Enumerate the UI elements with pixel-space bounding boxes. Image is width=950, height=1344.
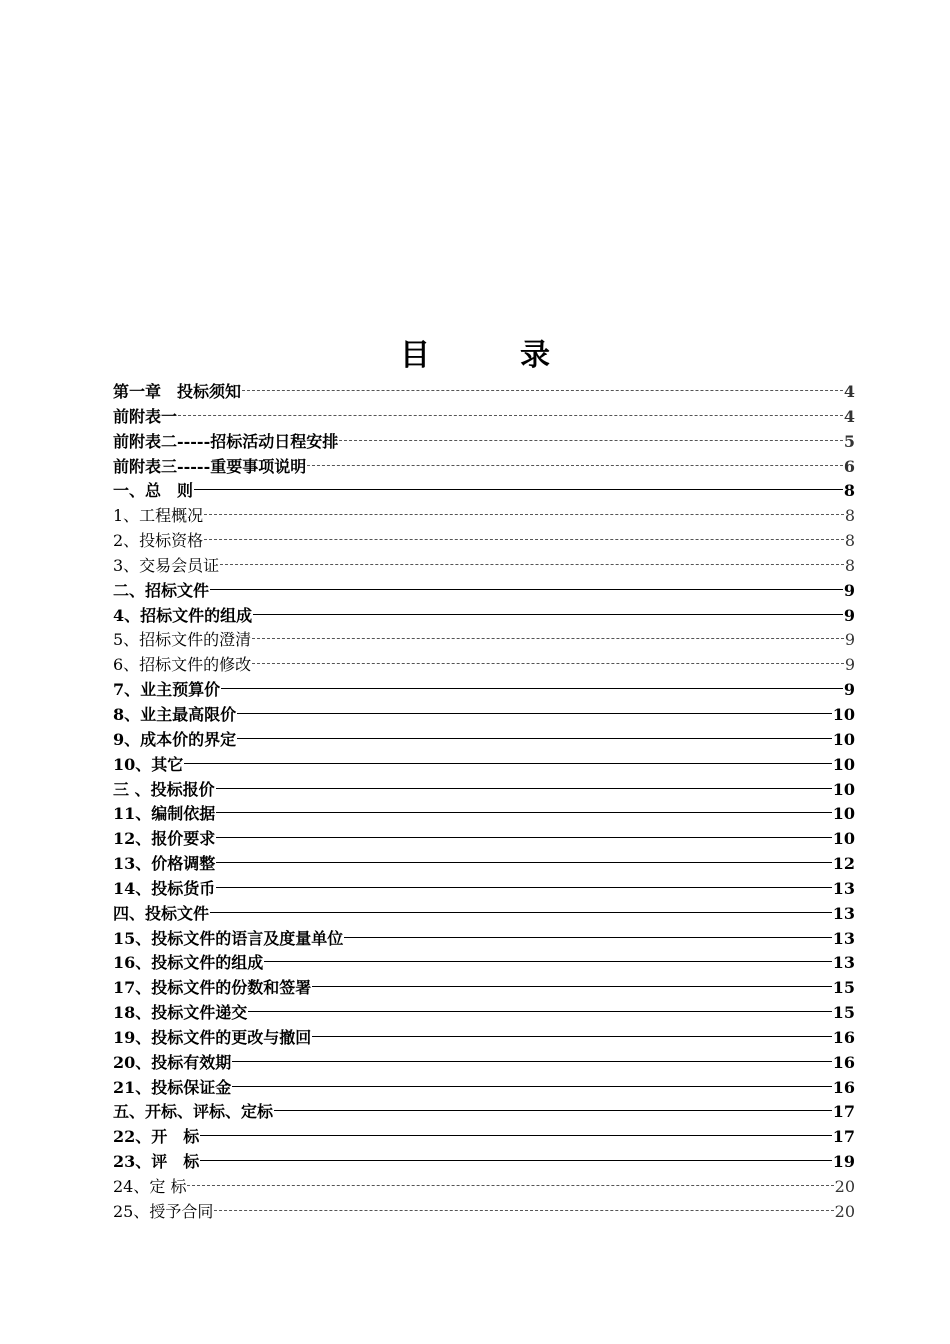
toc-entry[interactable] [113, 479, 855, 504]
toc-entry-label: 五、开标、评标、定标 [113, 1102, 274, 1122]
toc-leader-line [344, 937, 831, 938]
toc-entry-page-number: 9 [843, 680, 855, 700]
toc-leader-line [216, 837, 831, 838]
toc-leader-line [232, 1061, 831, 1062]
toc-leader-line [204, 539, 844, 540]
toc-entry-page-number: 9 [844, 630, 855, 650]
toc-entry-page-number: 10 [832, 729, 855, 749]
toc-leader-line [307, 465, 843, 466]
toc-entry[interactable] [113, 753, 855, 778]
toc-leader-line [253, 614, 843, 615]
toc-leader-line [242, 390, 843, 391]
toc-entry[interactable] [113, 1100, 855, 1125]
toc-entry[interactable] [113, 927, 855, 952]
toc-entry[interactable] [113, 728, 855, 753]
toc-entry[interactable] [113, 604, 855, 629]
toc-entry-page-number: 9 [843, 605, 855, 625]
toc-entry[interactable] [113, 703, 855, 728]
toc-entry[interactable] [113, 1026, 855, 1051]
toc-leader-line [220, 564, 844, 565]
toc-leader-line [232, 1086, 831, 1087]
toc-entry-page-number: 12 [832, 854, 855, 874]
toc-entry-page-number: 8 [843, 481, 855, 501]
toc-leader-line [274, 1110, 832, 1111]
toc-entry-page-number: 8 [844, 531, 855, 551]
toc-entry[interactable] [113, 1200, 855, 1225]
toc-title: 目 录 [400, 338, 580, 373]
toc-entry-label: 18、投标文件递交 [113, 1003, 248, 1023]
toc-leader-line [204, 514, 844, 515]
toc-entry-label: 10、其它 [113, 754, 184, 774]
toc-leader-line [194, 489, 843, 490]
toc-leader-line [216, 862, 831, 863]
toc-entry-label: 24、定 标 [113, 1177, 187, 1196]
toc-entry-label: 2、投标资格 [113, 531, 204, 551]
toc-entry[interactable] [113, 380, 855, 405]
toc-leader-line [248, 1011, 831, 1012]
toc-entry[interactable] [113, 778, 855, 803]
toc-leader-line [237, 738, 832, 739]
toc-entry-label: 16、投标文件的组成 [113, 953, 264, 973]
toc-leader-line [214, 1210, 833, 1211]
toc-entry-page-number: 16 [832, 1077, 855, 1097]
toc-leader-line [187, 1185, 833, 1186]
toc-entry-label: 20、投标有效期 [113, 1052, 232, 1072]
toc-entry[interactable] [113, 802, 855, 827]
toc-entry-page-number: 8 [844, 506, 855, 526]
toc-leader-line [216, 788, 832, 789]
toc-entry-label: 11、编制依据 [113, 804, 216, 824]
toc-leader-line [252, 638, 844, 639]
toc-entry-page-number: 10 [832, 829, 855, 849]
toc-entry-label: 3、交易会员证 [113, 555, 220, 575]
toc-entry-page-number: 4 [843, 382, 855, 401]
toc-entry[interactable] [113, 504, 855, 529]
toc-entry[interactable] [113, 1001, 855, 1026]
toc-entry-label: 25、授予合同 [113, 1201, 214, 1221]
toc-entry-label: 前附表一 [113, 406, 178, 426]
toc-entry-page-number: 16 [832, 1052, 855, 1072]
toc-leader-line [216, 887, 831, 888]
toc-entry-label: 22、开 标 [113, 1127, 200, 1147]
toc-entry-page-number: 10 [832, 754, 855, 774]
toc-entry-label: 二、招标文件 [113, 580, 210, 600]
toc-leader-line [312, 1036, 831, 1037]
toc-entry-page-number: 5 [843, 431, 855, 451]
toc-entry-page-number: 15 [832, 978, 855, 998]
toc-entry[interactable] [113, 976, 855, 1001]
toc-entry[interactable] [113, 1175, 855, 1200]
toc-entry[interactable] [113, 430, 855, 455]
toc-entry-label: 19、投标文件的更改与撤回 [113, 1027, 312, 1047]
toc-entry[interactable] [113, 579, 855, 604]
toc-entry-page-number: 17 [832, 1127, 855, 1147]
toc-entry-label: 12、报价要求 [113, 829, 216, 849]
toc-entry-label: 第一章 投标须知 [113, 382, 242, 401]
toc-entry-page-number: 8 [844, 555, 855, 575]
toc-entry[interactable] [113, 852, 855, 877]
toc-entry-page-number: 10 [832, 779, 855, 799]
toc-entry-page-number: 9 [844, 655, 855, 675]
toc-leader-line [264, 961, 831, 962]
toc-entry-label: 17、投标文件的份数和签署 [113, 978, 312, 998]
toc-leader-line [200, 1160, 831, 1161]
toc-entry-label: 1、工程概况 [113, 506, 204, 526]
toc-entry-page-number: 10 [832, 804, 855, 824]
toc-entry-page-number: 4 [843, 406, 855, 426]
toc-entry-label: 15、投标文件的语言及度量单位 [113, 928, 344, 948]
toc-entry[interactable] [113, 827, 855, 852]
toc-entry[interactable] [113, 653, 855, 678]
toc-entry[interactable] [113, 902, 855, 927]
toc-leader-line [252, 663, 844, 664]
toc-entry[interactable] [113, 1150, 855, 1175]
toc-leader-line [184, 763, 831, 764]
toc-leader-line [216, 812, 831, 813]
toc-entry-page-number: 13 [832, 878, 855, 898]
toc-entry-label: 23、评 标 [113, 1152, 200, 1172]
toc-entry-label: 8、业主最高限价 [113, 704, 237, 724]
toc-entry-label: 5、招标文件的澄清 [113, 630, 252, 650]
toc-entry[interactable] [113, 554, 855, 579]
toc-leader-line [210, 912, 832, 913]
toc-entry-label: 7、业主预算价 [113, 680, 221, 700]
toc-entry-label: 9、成本价的界定 [113, 729, 237, 749]
toc-entry-label: 前附表二-----招标活动日程安排 [113, 431, 339, 451]
toc-entry[interactable] [113, 628, 855, 653]
toc-entry-label: 14、投标货币 [113, 878, 216, 898]
toc-entry-page-number: 13 [832, 928, 855, 948]
toc-entry-page-number: 13 [832, 953, 855, 973]
toc-entry-label: 21、投标保证金 [113, 1077, 232, 1097]
toc-entry[interactable] [113, 529, 855, 554]
toc-entry-label: 13、价格调整 [113, 854, 216, 874]
toc-leader-line [312, 986, 831, 987]
toc-entry-page-number: 16 [832, 1027, 855, 1047]
toc-leader-line [221, 688, 843, 689]
toc-entry-page-number: 9 [843, 580, 855, 600]
toc-entry-label: 6、招标文件的修改 [113, 655, 252, 675]
toc-entry-label: 4、招标文件的组成 [113, 605, 253, 625]
toc-entry[interactable] [113, 1076, 855, 1101]
toc-entry-label: 三 、投标报价 [113, 779, 215, 799]
toc-entry-label: 前附表三-----重要事项说明 [113, 456, 307, 476]
toc-leader-line [178, 415, 843, 416]
toc-entry-page-number: 15 [832, 1003, 855, 1023]
toc-leader-line [210, 589, 843, 590]
toc-entry[interactable] [113, 951, 855, 976]
toc-entry-page-number: 17 [832, 1102, 855, 1122]
toc-entry-page-number: 13 [832, 903, 855, 923]
toc-entry-label: 四、投标文件 [113, 903, 210, 923]
toc-entry[interactable] [113, 405, 855, 430]
table-of-contents [113, 380, 855, 1225]
toc-entry-page-number: 6 [843, 456, 855, 476]
toc-entry[interactable] [113, 678, 855, 703]
toc-entry-label: 一、总 则 [113, 481, 194, 501]
toc-entry[interactable] [113, 1051, 855, 1076]
toc-entry-page-number: 10 [832, 704, 855, 724]
toc-leader-line [237, 713, 832, 714]
toc-entry[interactable] [113, 1125, 855, 1150]
toc-entry[interactable] [113, 877, 855, 902]
toc-entry-page-number: 19 [832, 1152, 855, 1172]
toc-leader-line [200, 1135, 831, 1136]
toc-entry-page-number: 20 [834, 1177, 855, 1196]
toc-entry-page-number: 20 [834, 1201, 855, 1221]
toc-leader-line [339, 440, 843, 441]
toc-entry[interactable] [113, 455, 855, 480]
